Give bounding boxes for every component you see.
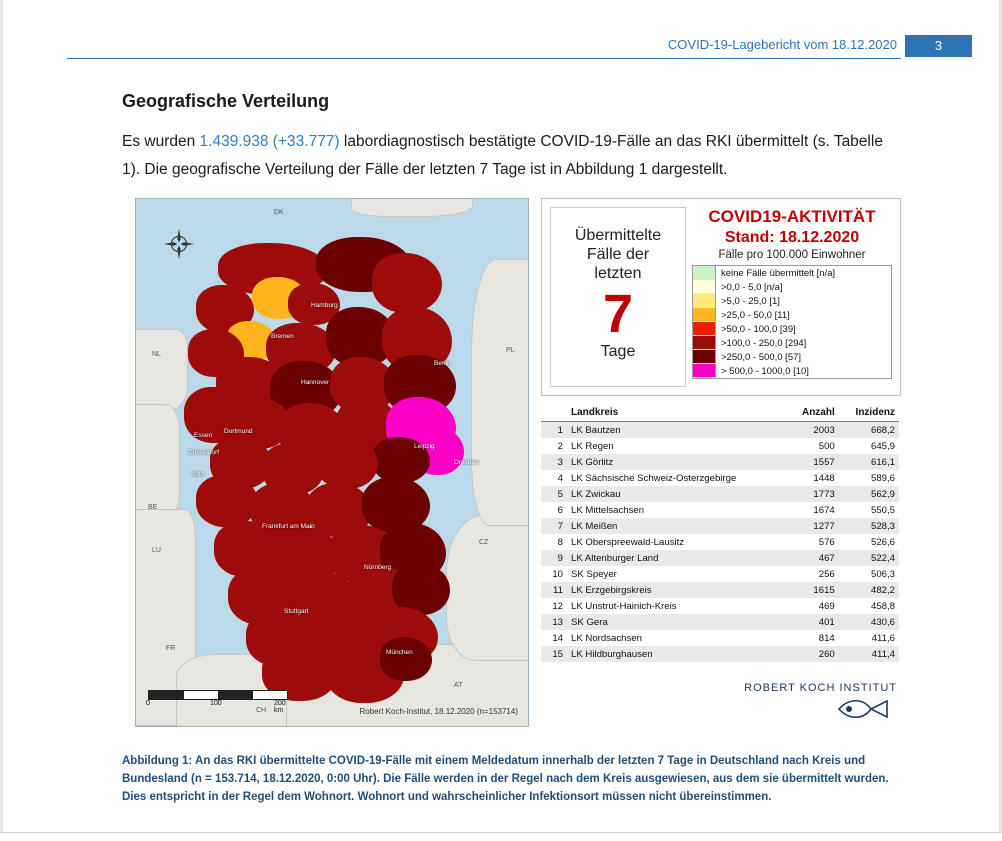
cell-anzahl: 1448: [787, 470, 839, 486]
cell-inzidenz: 526,6: [839, 534, 899, 550]
cell-inzidenz: 522,4: [839, 550, 899, 566]
cell-anzahl: 1557: [787, 454, 839, 470]
table-row: [541, 438, 899, 454]
map-country-fr: FR: [166, 645, 176, 652]
map-city-essen: Essen: [194, 432, 213, 439]
district-patch: [372, 253, 442, 313]
header-doc-title: COVID-19-Lagebericht vom 18.12.2020: [667, 37, 897, 52]
table-body: [541, 422, 899, 663]
table-header-landkreis: Landkreis: [567, 404, 787, 422]
cell-inzidenz: 430,6: [839, 614, 899, 630]
map-credit: Robert Koch-Institut, 18.12.2020 (n=153714): [359, 707, 518, 716]
table-header-anzahl: Anzahl: [787, 404, 839, 422]
cell-anzahl: 1674: [787, 502, 839, 518]
page-title: Geografische Verteilung: [122, 91, 330, 111]
cell-inzidenz: 668,2: [839, 422, 899, 439]
legend-row-label: >50,0 - 100,0 [39]: [721, 323, 796, 335]
legend-row: [693, 350, 891, 364]
map-city-hamburg: Hamburg: [311, 302, 338, 309]
legend-color-swatch: [693, 280, 716, 294]
figure-caption: [122, 752, 900, 806]
rki-logo: [677, 682, 897, 727]
map-country-nl: NL: [152, 351, 161, 358]
map-city-berlin: Berlin: [434, 360, 451, 367]
cell-anzahl: 500: [787, 438, 839, 454]
cell-rank: 1: [541, 422, 567, 439]
map-city-frankfurt: Frankfurt am Main: [262, 523, 315, 530]
cell-inzidenz: 411,4: [839, 646, 899, 662]
cell-rank: 6: [541, 502, 567, 518]
cell-inzidenz: 589,6: [839, 470, 899, 486]
map-city-nuernberg: Nürnberg: [364, 564, 392, 571]
cell-rank: 15: [541, 646, 567, 662]
legend-row: [693, 336, 891, 350]
map-city-muenchen: München: [386, 649, 413, 656]
legend-items: [692, 265, 892, 379]
cell-anzahl: 1277: [787, 518, 839, 534]
cell-landkreis: LK Bautzen: [567, 422, 787, 439]
cell-inzidenz: 550,5: [839, 502, 899, 518]
cell-landkreis: SK Gera: [567, 614, 787, 630]
legend-row-label: >5,0 - 25,0 [1]: [721, 295, 780, 307]
legend-row-label: >25,0 - 50,0 [11]: [721, 309, 790, 321]
cell-landkreis: LK Oberspreewald-Lausitz: [567, 534, 787, 550]
paragraph-text-end: labordiagnostisch bestätigte COVID-19-Fälle an das RKI übermittelt (s. Tabelle 1). Die geografische Verteilung der Fälle der letzten 7 Tage ist in Abbildung 1 dargestellt.: [122, 133, 883, 178]
table-header-rank: [541, 404, 567, 422]
cell-anzahl: 814: [787, 630, 839, 646]
neighbor-dk: [351, 198, 473, 217]
page-bottom-strip: [0, 832, 1002, 841]
rki-emblem-icon: [837, 696, 897, 722]
cell-inzidenz: 482,2: [839, 582, 899, 598]
map-country-cz: CZ: [479, 539, 489, 546]
paragraph-text-start: Es wurden: [122, 133, 200, 150]
cell-landkreis: LK Altenburger Land: [567, 550, 787, 566]
cell-inzidenz: 528,3: [839, 518, 899, 534]
legend-row: [693, 322, 891, 336]
map-city-duesseldorf: Düsseldorf: [188, 449, 220, 456]
cell-rank: 5: [541, 486, 567, 502]
legend-color-swatch: [693, 350, 716, 364]
cell-landkreis: LK Mittelsachsen: [567, 502, 787, 518]
district-patch: [196, 475, 258, 527]
map-country-at: AT: [454, 682, 463, 689]
rki-logo-text: ROBERT KOCH INSTITUT: [744, 682, 897, 694]
cell-rank: 12: [541, 598, 567, 614]
page-number-badge: 3: [905, 35, 972, 57]
legend-row: [693, 280, 891, 294]
cell-landkreis: SK Speyer: [567, 566, 787, 582]
cell-rank: 8: [541, 534, 567, 550]
cell-anzahl: 469: [787, 598, 839, 614]
map-country-be: BE: [148, 504, 158, 511]
legend-row-label: >100,0 - 250,0 [294]: [721, 337, 807, 349]
legend-color-swatch: [693, 364, 716, 378]
legend-row-label: >250,0 - 500,0 [57]: [721, 351, 802, 363]
legend-color-swatch: [693, 336, 716, 350]
cell-landkreis: LK Görlitz: [567, 454, 787, 470]
cell-rank: 7: [541, 518, 567, 534]
scalebar-start: 0: [146, 700, 150, 707]
legend-row: [693, 294, 891, 308]
page-edge-left: [0, 0, 3, 841]
cell-rank: 2: [541, 438, 567, 454]
figure-caption-text: An das RKI übermittelte COVID-19-Fälle mit einem Meldedatum innerhalb der letzten 7 Tage in Deutschland nach Kreis und Bundesland (n = 153.714, 18.12.2020, 0:00 Uhr). Die Fälle werden in der Regel nach dem Kreis ausgewiesen, aus dem sie übermittelt wurden. Dies entspricht in der Regel dem Wohnort. Wohnort und wahrscheinlicher Infektionsort müssen nicht übereinstimmen.: [122, 755, 889, 803]
legend-big-number: 7: [602, 284, 634, 344]
district-patch: [380, 637, 432, 681]
intro-paragraph: [122, 128, 894, 184]
table-row: [541, 630, 899, 646]
legend-color-swatch: [693, 294, 716, 308]
map-legend-panel: [541, 198, 901, 396]
table-row: [541, 582, 899, 598]
cell-anzahl: 467: [787, 550, 839, 566]
cell-landkreis: LK Erzgebirgskreis: [567, 582, 787, 598]
table-row: [541, 566, 899, 582]
map-country-lu: LU: [152, 547, 161, 554]
legend-row: [693, 266, 891, 280]
cell-anzahl: 256: [787, 566, 839, 582]
legend-row-label: keine Fälle übermittelt [n/a]: [721, 267, 836, 279]
map-city-stuttgart: Stuttgart: [284, 608, 309, 615]
germany-incidence-map: [135, 198, 529, 727]
cell-rank: 13: [541, 614, 567, 630]
case-count-highlight: 1.439.938 (+33.777): [199, 133, 340, 150]
legend-color-swatch: [693, 322, 716, 336]
cell-inzidenz: 645,9: [839, 438, 899, 454]
legend-row: [693, 308, 891, 322]
cell-anzahl: 1615: [787, 582, 839, 598]
cell-landkreis: LK Zwickau: [567, 486, 787, 502]
figure-caption-label: Abbildung 1:: [122, 755, 193, 767]
table-row: [541, 518, 899, 534]
cell-landkreis: LK Meißen: [567, 518, 787, 534]
cell-inzidenz: 616,1: [839, 454, 899, 470]
legend-row-label: > 500,0 - 1000,0 [10]: [721, 365, 809, 377]
cell-rank: 10: [541, 566, 567, 582]
table-row: [541, 550, 899, 566]
table-row: [541, 598, 899, 614]
scalebar-mid: 100: [210, 700, 222, 707]
map-city-dresden: Dresden: [454, 459, 479, 466]
legend-line-1: Übermittelte: [574, 227, 662, 244]
table-row: [541, 422, 899, 439]
map-country-dk: DK: [274, 209, 284, 216]
header-divider: [67, 58, 901, 59]
cell-anzahl: 260: [787, 646, 839, 662]
legend-headline-box: [550, 207, 686, 387]
table-row: [541, 614, 899, 630]
table-row: [541, 486, 899, 502]
cell-inzidenz: 562,9: [839, 486, 899, 502]
table-row: [541, 470, 899, 486]
map-country-pl: PL: [506, 347, 515, 354]
cell-landkreis: LK Nordsachsen: [567, 630, 787, 646]
top-districts-table: [541, 404, 899, 662]
table-header-row: [541, 404, 899, 422]
table-row: [541, 502, 899, 518]
district-patch: [316, 437, 378, 489]
neighbor-pl: [471, 259, 529, 526]
cell-rank: 4: [541, 470, 567, 486]
cell-landkreis: LK Hildburghausen: [567, 646, 787, 662]
map-city-hannover: Hannover: [301, 379, 330, 386]
scalebar-end: 200 km: [274, 700, 286, 714]
cell-landkreis: LK Regen: [567, 438, 787, 454]
legend-color-swatch: [693, 266, 716, 280]
map-country-ch: CH: [256, 707, 267, 714]
legend-row: [693, 364, 891, 378]
cell-anzahl: 2003: [787, 422, 839, 439]
cell-rank: 3: [541, 454, 567, 470]
table-header-inzidenz: Inzidenz: [839, 404, 899, 422]
cell-anzahl: 401: [787, 614, 839, 630]
cell-anzahl: 576: [787, 534, 839, 550]
legend-line-2: Fälle der: [586, 246, 650, 263]
legend-date: Stand: 18.12.2020: [724, 229, 860, 246]
map-city-koeln: Köln: [191, 471, 205, 478]
map-city-bremen: Bremen: [271, 333, 294, 340]
legend-unit: Fälle pro 100.000 Einwohner: [718, 249, 866, 261]
cell-rank: 9: [541, 550, 567, 566]
figure-1: [122, 196, 900, 728]
table-row: [541, 534, 899, 550]
legend-scale: [692, 207, 892, 379]
cell-landkreis: LK Unstrut-Hainich-Kreis: [567, 598, 787, 614]
legend-title: COVID19-AKTIVITÄT: [708, 207, 876, 226]
scalebar-bar: [148, 690, 288, 700]
table-row: [541, 454, 899, 470]
cell-rank: 11: [541, 582, 567, 598]
legend-color-swatch: [693, 308, 716, 322]
cell-landkreis: LK Sächsische Schweiz-Osterzgebirge: [567, 470, 787, 486]
cell-rank: 14: [541, 630, 567, 646]
legend-line-3: letzten: [594, 265, 642, 282]
table-row: [541, 646, 899, 662]
cell-inzidenz: 458,8: [839, 598, 899, 614]
page-header: [0, 0, 1002, 62]
legend-line-4: Tage: [600, 343, 636, 360]
map-city-leipzig: Leipzig: [414, 443, 435, 450]
map-city-dortmund: Dortmund: [224, 428, 253, 435]
legend-row-label: >0,0 - 5,0 [n/a]: [721, 281, 783, 293]
cell-inzidenz: 506,3: [839, 566, 899, 582]
cell-inzidenz: 411,6: [839, 630, 899, 646]
compass-icon: [162, 227, 196, 261]
cell-anzahl: 1773: [787, 486, 839, 502]
